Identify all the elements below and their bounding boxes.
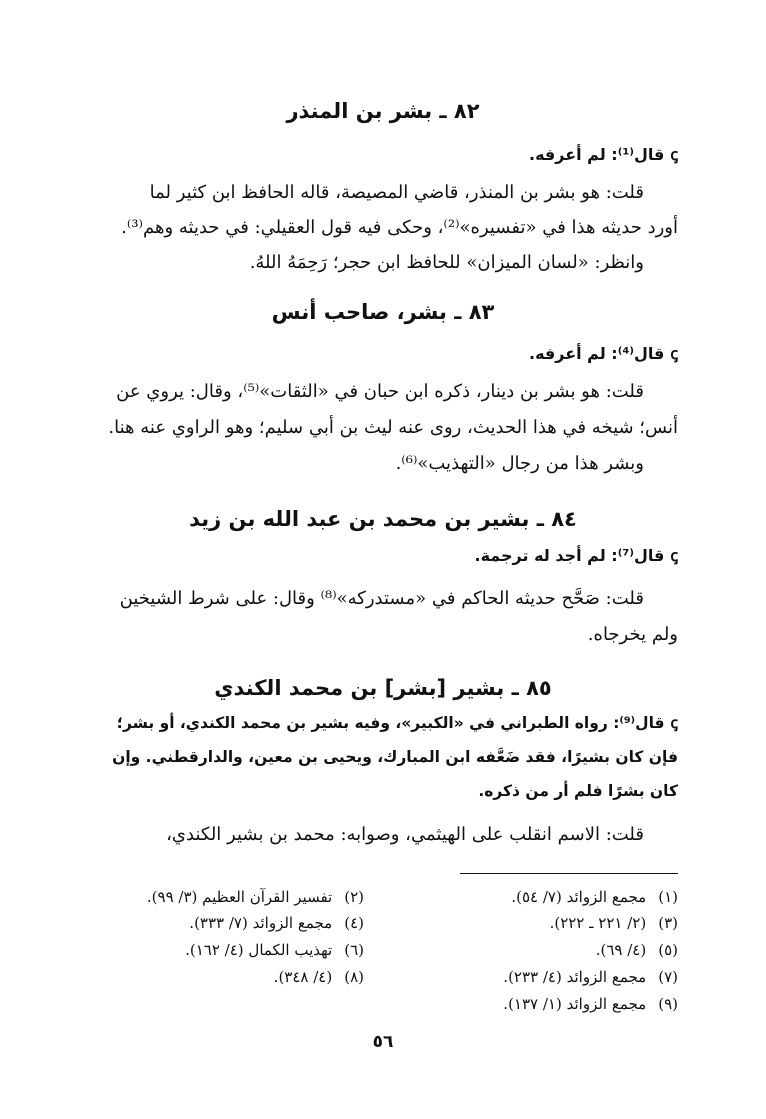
footnote-9: (٩)مجمع الزوائد (١/ ١٣٧). (503, 995, 678, 1013)
entry-line: قلت: هو بشر بن المنذر، قاضي المصيصة، قاله الحافظ ابن كثير لما (149, 182, 644, 203)
qala-text: قال⁽⁴⁾: لم أعرفه. (528, 344, 665, 363)
entry-qala-82 (78, 142, 678, 168)
footnote-5: (٥)(٤/ ٦٩). (595, 941, 678, 959)
footnote-6: (٦)تهذيب الكمال (٤/ ١٦٢). (185, 941, 364, 959)
entry-line: أورد حديثه هذا في «تفسيره»⁽²⁾، وحكى فيه قول العقيلي: في حديثه وهم⁽³⁾. (121, 217, 678, 238)
bullet-mark-icon: ꞔ (670, 344, 678, 363)
page-number: ٥٦ (372, 1032, 394, 1052)
bullet-mark-icon: ꞔ (670, 145, 678, 164)
entry-qala-83 (78, 341, 678, 367)
footnote-4: (٤)مجمع الزوائد (٧/ ٣٣٣). (189, 914, 364, 932)
qala-text: قال⁽¹⁾: لم أعرفه. (528, 145, 665, 164)
entry-line: ولم يخرجاه. (587, 624, 678, 645)
entry-line: قلت: الاسم انقلب على الهيثمي، وصوابه: محمد بن بشير الكندي، (166, 824, 644, 845)
entry-title-84: ٨٤ ـ بشير بن محمد بن عبد الله بن زيد (189, 507, 577, 531)
entry-title-85: ٨٥ ـ بشير [بشر] بن محمد الكندي (214, 676, 552, 700)
entry-line: أنس؛ شيخه في هذا الحديث، روى عنه ليث بن أبي سليم؛ وهو الراوي عنه هنا. (108, 417, 678, 438)
qala-line: كان بشرًا فلم أر من ذكره. (478, 782, 678, 800)
entry-qala-85 (78, 706, 678, 808)
qala-line: ꞔقال⁽⁹⁾: رواه الطبراني في «الكبير»، وفيه بشير بن محمد الكندي، أو بشر؛ (116, 714, 678, 732)
footnote-8: (٨)(٤/ ٣٤٨). (273, 968, 364, 986)
bullet-mark-icon: ꞔ (670, 546, 678, 565)
entry-qala-84 (78, 543, 678, 569)
bullet-mark-icon: ꞔ (670, 714, 678, 732)
footnote-2: (٢)تفسير القرآن العظيم (٣/ ٩٩). (146, 888, 364, 906)
entry-title-83: ٨٣ ـ بشر، صاحب أنس (271, 300, 495, 324)
footnote-7: (٧)مجمع الزوائد (٤/ ٢٣٣). (503, 968, 678, 986)
entry-title-82: ٨٢ ـ بشر بن المنذر (286, 99, 480, 123)
footnote-separator (460, 873, 678, 874)
qala-line: فإن كان بشيرًا، فقد ضَعَّفه ابن المبارك، ويحيى بن معين، والدارقطني. وإن (112, 748, 678, 766)
entry-line: وانظر: «لسان الميزان» للحافظ ابن حجر؛ رَحِمَهُ اللهُ. (249, 252, 644, 273)
entry-line: قلت: صَحَّح حديثه الحاكم في «مستدركه»⁽⁸⁾ وقال: على شرط الشيخين (119, 588, 644, 609)
entry-line: قلت: هو بشر بن دينار، ذكره ابن حبان في «الثقات»⁽⁵⁾، وقال: يروي عن (116, 381, 644, 402)
qala-text: قال⁽⁷⁾: لم أجد له ترجمة. (474, 546, 665, 565)
entry-line: وبشر هذا من رجال «التهذيب»⁽⁶⁾. (395, 453, 644, 474)
footnote-1: (١)مجمع الزوائد (٧/ ٥٤). (511, 888, 678, 906)
footnote-3: (٣)(٢/ ٢٢١ ـ ٢٢٢). (549, 914, 678, 932)
